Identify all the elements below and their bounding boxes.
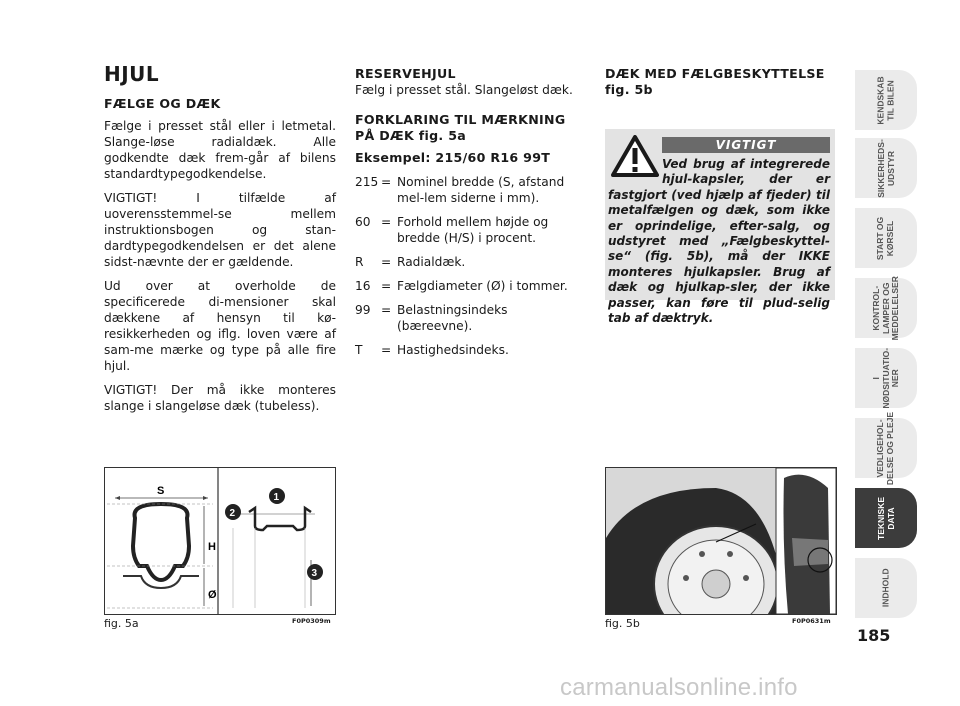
spare-wheel-text: Fælg i presset stål. Slangeløst dæk. <box>355 83 573 97</box>
tab-kontrollamper[interactable]: KONTROL- LAMPER OG MEDDELELSER <box>855 278 917 338</box>
definition-row: 215 = Nominel bredde (S, afstand mel-lem siderne i mm). <box>355 175 565 205</box>
wheel-illustration <box>606 468 836 614</box>
definition-row: R = Radialdæk. <box>355 255 466 269</box>
paragraph: Ud over at overholde de specificerede di-mensioner skal dækkene af hensyn til kø-resikkerheden og iflg. loven være af sam-me mærke og type på alle fire hjul. <box>104 279 336 373</box>
label-diameter: Ø <box>208 589 217 601</box>
tab-tekniske-data[interactable]: TEKNISKE DATA <box>855 488 917 548</box>
tab-kendskab[interactable]: KENDSKAB TIL BILEN <box>855 70 917 130</box>
example-line: Eksempel: 215/60 R16 99T <box>355 150 551 165</box>
section-heading-spare-wheel: RESERVEHJUL <box>355 66 456 81</box>
column-1 <box>104 62 336 422</box>
tab-start-og-korsel[interactable]: START OG KØRSEL <box>855 208 917 268</box>
tab-indhold[interactable]: INDHOLD <box>855 558 917 618</box>
definition-row: 60 = Forhold mellem højde og bredde (H/S) i procent. <box>355 215 549 245</box>
tab-nodsituationer[interactable]: I NØDSITUATIO- NER <box>855 348 917 408</box>
marker-1: 1 <box>273 492 280 503</box>
page-title: HJUL <box>104 62 160 86</box>
warning-box <box>605 129 835 326</box>
column-3 <box>605 66 835 98</box>
tab-vedligeholdelse[interactable]: VEDLIGEHOL- DELSE OG PLEJE <box>855 418 917 478</box>
section-heading-marking: FORKLARING TIL MÆRKNING PÅ DÆK fig. 5a <box>355 112 566 143</box>
paragraph: Fælge i presset stål eller i letmetal. Slange-løse radialdæk. Alle godkendte dæk frem-går af bilens standardtypegodkendelse. <box>104 119 336 181</box>
figure-code: F0P0631m <box>792 617 831 625</box>
figure-reference: fig. 5b <box>605 82 653 97</box>
column-2 <box>355 66 577 366</box>
marker-3: 3 <box>311 568 318 579</box>
paragraph: VIGTIGT! I tilfælde af uoverensstemmel-se mellem instruktionsbogen og stan-dardtypegodkendelsen er det alene sidst-nævnte der er gældende. <box>104 191 336 269</box>
section-heading-rims-tires: FÆLGE OG DÆK <box>104 96 221 111</box>
definition-row: 99 = Belastningsindeks (bæreevne). <box>355 303 508 333</box>
marker-2: 2 <box>229 508 236 519</box>
figure-code: F0P0309m <box>292 617 331 625</box>
figure-5a-tire-diagram <box>104 467 336 615</box>
label-s: S <box>157 485 165 497</box>
definition-row: 16 = Fælgdiameter (Ø) i tommer. <box>355 279 568 293</box>
figure-caption: fig. 5a <box>104 617 139 630</box>
figure-5b-wheel-photo <box>605 467 837 615</box>
page-number: 185 <box>857 626 891 645</box>
warning-text: Ved brug af integrerede hjul-kapsler, der er fastgjort (ved hjælp af fjeder) til metalfælgen og dæk, som ikke er oprindelige, efter-salg, og udstyret med „Fælgbeskyttel-se“ (fig. 5b), må der IKKE monteres hjulkapsler. Brug af dæk og hjulkap-sler, der ikke passer, kan føre til plud-selig tab af dæktryk. <box>608 157 830 326</box>
definition-row: T = Hastighedsindeks. <box>355 343 509 357</box>
section-heading-rim-protection: DÆK MED FÆLGBESKYTTELSE <box>605 66 825 81</box>
tire-cross-section-diagram <box>105 468 335 614</box>
label-h: H <box>208 541 216 553</box>
warning-label: VIGTIGT <box>662 137 830 153</box>
paragraph: VIGTIGT! Der må ikke monteres slange i slangeløse dæk (tubeless). <box>104 383 336 413</box>
figure-caption: fig. 5b <box>605 617 640 630</box>
watermark: carmanualsonline.info <box>560 674 798 701</box>
tab-sikkerhedsudstyr[interactable]: SIKKERHEDS- UDSTYR <box>855 138 917 198</box>
